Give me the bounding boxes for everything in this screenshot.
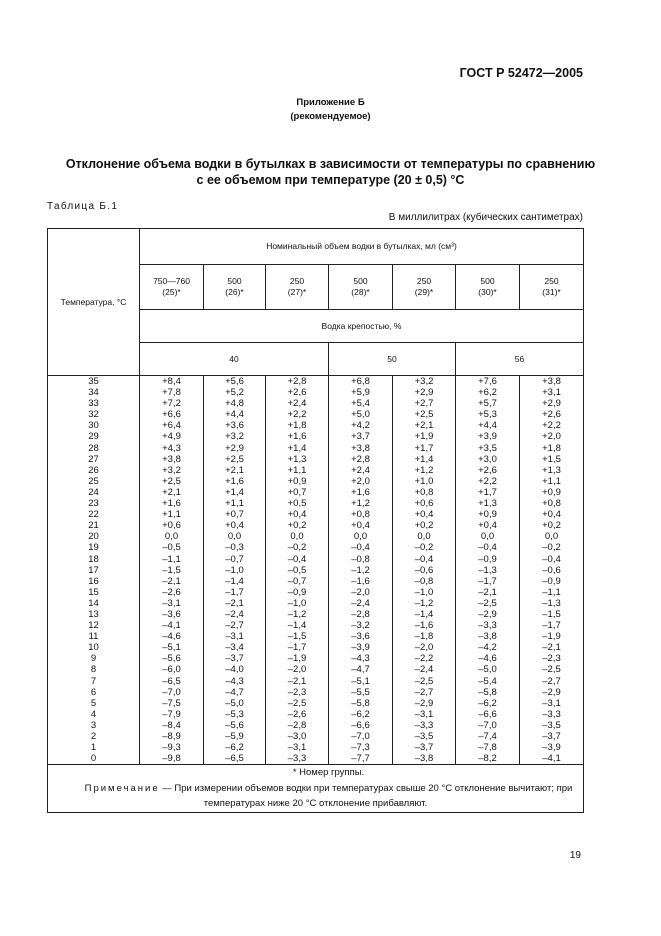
appendix-heading <box>0 96 661 124</box>
strength-40: 40 <box>140 343 329 376</box>
page-title <box>40 156 621 188</box>
title-line-1: Отклонение объема водки в бутылках в зависимости от температуры по сравнению <box>65 157 596 171</box>
temperature-list: 35 34 33 32 30 29 28 27 26 25 24 23 22 21 20 19 18 17 16 15 14 13 12 11 10 9 8 7 6 5 4 3 2 1 0 <box>88 376 99 765</box>
table-note <box>48 781 583 812</box>
values-list: +8,4 +7,8 +7,2 +6,6 +6,4 +4,9 +4,3 +3,8 +3,2 +2,5 +2,1 +1,6 +1,1 +0,6 0,0 –0,5 –1,1 –1,5 –2,1 –2,6 –3,1 –3,6 –4,1 –4,6 –5,1 –5,6 –6,0 –6,5 –7,0 –7,5 –7,9 –8,4 –8,9 –9,3 –9,8 <box>162 376 181 765</box>
units-note: В миллилитрах (кубических сантиметрах) <box>388 212 583 223</box>
values-list: +5,6 +5,2 +4,8 +4,4 +3,6 +3,2 +2,9 +2,5 +2,1 +1,6 +1,4 +1,1 +0,7 +0,4 0,0 –0,3 –0,7 –1,0 –1,4 –1,7 –2,1 –2,4 –2,7 –3,1 –3,4 –3,7 –4,0 –4,3 –4,7 –5,0 –5,3 –5,6 –5,9 –6,2 –6,5 <box>225 376 244 765</box>
values-list: +3,8 +3,1 +2,9 +2,6 +2,2 +2,0 +1,8 +1,5 +1,3 +1,1 +0,9 +0,8 +0,4 +0,2 0,0 –0,2 –0,4 –0,6 –0,9 –1,1 –1,3 –1,5 –1,7 –1,9 –2,1 –2,3 –2,5 –2,7 –2,9 –3,1 –3,3 –3,5 –3,7 –3,9 –4,1 <box>542 376 561 765</box>
strength-56: 56 <box>456 343 584 376</box>
values-col-5 <box>393 376 456 765</box>
title-line-2: с ее объемом при температуре (20 ± 0,5) °С <box>196 173 465 187</box>
table-footnotes <box>48 765 584 813</box>
strength-50: 50 <box>329 343 456 376</box>
nominal-volume-header: Номинальный объем водки в бутылках, мл (см³) <box>140 229 584 265</box>
values-col-7 <box>520 376 584 765</box>
values-list: +7,6 +6,2 +5,7 +5,3 +4,4 +3,9 +3,5 +3,0 +2,6 +2,2 +1,7 +1,3 +0,9 +0,4 0,0 –0,4 –0,9 –1,3 –1,7 –2,1 –2,5 –2,9 –3,3 –3,8 –4,2 –4,6 –5,0 –5,4 –5,8 –6,2 –6,6 –7,0 –7,4 –7,8 –8,2 <box>478 376 497 765</box>
volume-column-header: 500 (30)* <box>456 265 520 310</box>
note-label: Примечание <box>84 782 160 794</box>
volume-column-header: 250 (31)* <box>520 265 584 310</box>
values-list: +2,8 +2,6 +2,4 +2,2 +1,8 +1,6 +1,4 +1,3 +1,1 +0,9 +0,7 +0,5 +0,4 +0,2 0,0 –0,2 –0,4 –0,5 –0,7 –0,9 –1,0 –1,2 –1,4 –1,5 –1,7 –1,9 –2,0 –2,1 –2,3 –2,5 –2,6 –2,8 –3,0 –3,1 –3,3 <box>287 376 307 765</box>
appendix-subtitle: (рекомендуемое) <box>290 111 371 122</box>
volume-column-header: 500 (28)* <box>329 265 393 310</box>
temperature-values <box>48 376 140 765</box>
table-label: Таблица Б.1 <box>47 201 119 212</box>
values-col-3 <box>266 376 329 765</box>
footnote-group: * Номер группы. <box>292 767 365 779</box>
volume-column-header: 500 (26)* <box>204 265 266 310</box>
document-id: ГОСТ Р 52472—2005 <box>459 66 583 80</box>
values-col-4 <box>329 376 393 765</box>
appendix-title: Приложение Б <box>296 97 365 108</box>
values-col-6 <box>456 376 520 765</box>
volume-column-header: 750—760 (25)* <box>140 265 204 310</box>
note-text: — При измерении объемов водки при температурах свыше 20 °С отклонение вычитают; при температурах ниже 20 °С отклонение прибавляют. <box>159 782 573 810</box>
temperature-header: Температура, °С <box>48 229 140 376</box>
values-list: +3,2 +2,9 +2,7 +2,5 +2,1 +1,9 +1,7 +1,4 +1,2 +1,0 +0,8 +0,6 +0,4 +0,2 0,0 –0,2 –0,4 –0,6 –0,8 –1,0 –1,2 –1,4 –1,6 –1,8 –2,0 –2,2 –2,4 –2,5 –2,7 –2,9 –3,1 –3,3 –3,5 –3,7 –3,8 <box>414 376 434 765</box>
values-col-1 <box>140 376 204 765</box>
values-col-2 <box>204 376 266 765</box>
page-number: 19 <box>569 850 581 861</box>
values-list: +6,8 +5,9 +5,4 +5,0 +4,2 +3,7 +3,8 +2,8 +2,4 +2,0 +1,6 +1,2 +0,8 +0,4 0,0 –0,4 –0,8 –1,2 –1,6 –2,0 –2,4 –2,8 –3,2 –3,6 –3,9 –4,3 –4,7 –5,1 –5,5 –5,8 –6,2 –6,6 –7,0 –7,3 –7,7 <box>351 376 370 765</box>
strength-header: Водка крепостью, % <box>140 310 584 343</box>
volume-column-header: 250 (27)* <box>266 265 329 310</box>
volume-column-header: 250 (29)* <box>393 265 456 310</box>
volume-deviation-table <box>47 228 584 813</box>
